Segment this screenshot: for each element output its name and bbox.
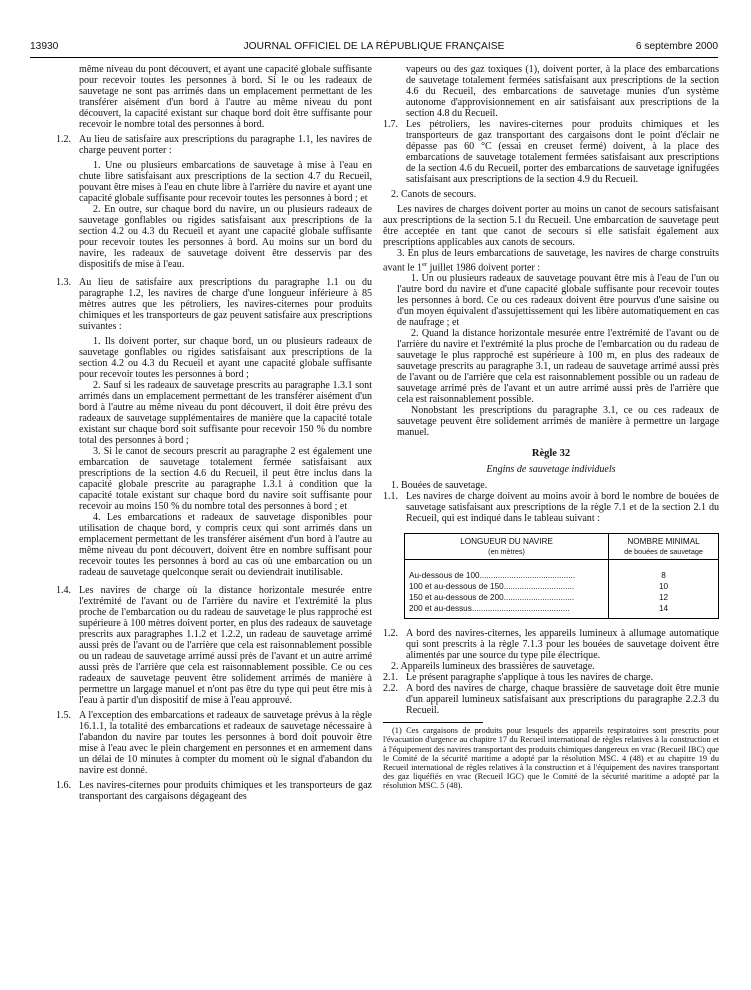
section-1-6: 1.6. Les navires-citernes pour produits chimiques et les transporteurs de gaz transportant des cargaisons dégageant des [56, 780, 372, 802]
table-header: LONGUEUR DU NAVIRE (en mètres) NOMBRE MINIMAL de bouées de sauvetage [405, 534, 719, 560]
section-rule32-1-2: 1.2. A bord des navires-citernes, les appareils lumineux à allumage automatique qui sont prescrits à la règle 7.1.3 pour les bouées de sauvetage doivent être alimentés par une source du type pile électrique. [383, 628, 719, 662]
section-rule32-2-2: 2.2. A bord des navires de charge, chaque brassière de sauvetage doit être munie d'un appareil lumineux satisfaisant aux prescriptions du paragraphe 2.2.3 du Recueil. [383, 683, 719, 717]
section-rule32-1-1: 1.1. Les navires de charge doivent au moins avoir à bord le nombre de bouées de sauvetage satisfaisant aux prescriptions de la règle 7.1 et de la section 2.1 du Recueil, qui est indiqué dans le tableau suivant : [383, 491, 719, 525]
section-1-6-continued: vapeurs ou des gaz toxiques (1), doivent porter, à la place des embarcations de sauvetage totalement fermées satisfaisant aux prescriptions de la section 4.6 du Recueil, des embarcations de sauvetage munies d'un système autonome d'approvisionnement en air satisfaisant aux prescriptions de la section 4.8 du Recueil. [406, 64, 719, 119]
rule-32-title: Règle 32 [531, 448, 571, 460]
right-column [383, 64, 719, 790]
table-row: 200 et au-dessus........................................... 14 [405, 603, 719, 619]
rescue-boats-paragraph: Les navires de charges doivent porter au moins un canot de secours satisfaisant aux prescriptions de la section 5.1 du Recueil. Une embarcation de sauvetage peut être acceptée en tant que canot de secours si elle satisfait également aux prescriptions applicables aux canots de secours. [383, 204, 719, 248]
left-column [56, 64, 372, 802]
heading-rescue-boats: 2. Canots de secours. [391, 189, 477, 200]
publication-date: 6 septembre 2000 [635, 41, 718, 52]
table-row: 150 et au-dessous de 200............................... 12 [405, 592, 719, 603]
section-1-7: 1.7. Les pétroliers, les navires-citernes pour produits chimiques et les transporteurs de gaz transportant des cargaisons dont le point d'éclair ne dépasse pas 60 °C (essai en creuset fermé) doivent, à la place des embarcations de sauvetage totalement fermées satisfaisant aux prescriptions de la section 4.6 du Recueil, porter des embarcations de sauvetage ignifugées satisfaisant aux prescriptions de la section 4.9 du Recueil. [383, 119, 719, 185]
page-number: 13930 [30, 41, 59, 52]
section-1-4: 1.4. Les navires de charge où la distance horizontale mesurée entre l'extrémité de l'avant ou de l'arrière du navire et l'extrémité la plus proche de l'embarcation ou du radeau de sauvetage le plus rapproché est supérieure à 100 mètres doivent porter, en plus des radeaux de sauvetage prescrits aux paragraphes 1.1.2 et 1.2.2, un radeau de sauvetage arrimé aussi près de l'avant ou de l'arrière que cela est raisonnablement possible ou un radeau de sauvetage arrimé aussi près de l'avant et un autre arrimé aussi près de l'arrière que cela est raisonnablement possible. Ce ou ces radeaux de sauvetage peuvent être solidement arrimés de manière à permettre un largage manuel et n'ont pas être du type qui peut être mis à l'eau à partir d'un dispositif de mise à l'eau approuvé. [56, 585, 372, 706]
footnote-rule [383, 722, 483, 723]
footnote: (1) Ces cargaisons de produits pour lesquels des appareils respiratoires sont prescrits pour l'évacuation d'urgence au chapitre 17 du Recueil international de règles relatives à la construction et à l'équipement des navires transportant des produits chimiques dangereux en vrac (Recueil IBC) que le Comité de la sécurité maritime a adopté par la résolution MSC. 4 (48) et au chapitre 19 du Recueil international de règles relatives à la construction et à l'équipement des navires transportant des gaz liquéfiés en vrac (Recueil IGC) que le Comité de la sécurité maritime a adopté par la résolution MSC. 5 (48). [383, 726, 719, 790]
older-ships-paragraph: 3. En plus de leurs embarcations de sauvetage, les navires de charge construits avant le 1er juillet 1986 doivent porter : [383, 248, 719, 274]
lifebuoy-table [404, 533, 719, 619]
older-ships-subitems: 1. Un ou plusieurs radeaux de sauvetage pouvant être mis à l'eau de l'un ou l'autre bord du navire et d'une capacité globale suffisante pour recevoir toutes les personnes à bord. Ce ou ces radeaux doivent être pourvus d'une saisine ou d'un moyen équivalent d'assujettissement qui les libère automatiquement en cas de naufrage ; et 2. Quand la distance horizontale mesurée entre l'extrémité de l'avant ou de l'arrière du navire et l'extrémité la plus proche de l'embarcation ou du radeau de sauvetage le plus rapproché est supérieure à 100 m, en plus des radeaux de sauvetage prescrits au paragraphe 3.1, un radeau de sauvetage arrimé aussi près de l'avant ou de l'arrière que cela est raisonnablement possible ou un radeau de sauvetage arrimé près de l'avant et un autre arrimé aussi près de l'arrière que cela est raisonnablement possible. Nonobstant les prescriptions du paragraphe 3.1, ce ou ces radeaux de sauvetage peuvent être solidement arrimés de manière à permettre un largage manuel. [397, 273, 719, 439]
section-rule32-2-1: 2.1. Le présent paragraphe s'applique à tous les navires de charge. [383, 672, 654, 684]
table-row: 100 et au-dessous de 150............................... 10 [405, 581, 719, 592]
table-row: Au-dessous de 100.......................................... 8 [405, 560, 719, 582]
section-1-2: 1.2. Au lieu de satisfaire aux prescriptions du paragraphe 1.1, les navires de charge peuvent porter : 1. Une ou plusieurs embarcations de sauvetage à mise à l'eau en chute libre satisfaisant aux prescriptions de la section 4.7 du Recueil, pouvant être mises à l'eau en chute libre à l'arrière du navire et ayant une capacité globale suffisante pour recevoir toutes les personnes à bord ; et 2. En outre, sur chaque bord du navire, un ou plusieurs radeaux de sauvetage gonflables ou rigides satisfaisant aux prescriptions de la section 4.2 ou 4.3 du Recueil et ayant une capacité globale suffisante pour recevoir toutes les personnes à bord. Au moins sur un bord du navire, les radeaux de sauvetage doivent être desservis par des dispositifs de mise à l'eau. [56, 134, 372, 270]
page-header [30, 41, 718, 55]
rule-32-subtitle: Engins de sauvetage individuels [486, 464, 616, 476]
intro-paragraph: même niveau du pont découvert, et ayant une capacité globale suffisante pour recevoir toutes les personnes à bord. Si le ou les radeaux de sauvetage ne sont pas arrimés dans un emplacement permettant de les transférer aisément d'un bord à l'autre au même niveau du pont découvert, la capacité existant sur chaque bord doit être suffisante pour recevoir le nombre total des personnes à bord. [79, 64, 372, 130]
header-rule [30, 57, 718, 58]
heading-lifebuoys: 1. Bouées de sauvetage. [391, 480, 488, 492]
heading-lifejacket-lights: 2. Appareils lumineux des brassières de sauvetage. [391, 661, 595, 673]
section-1-5: 1.5. A l'exception des embarcations et radeaux de sauvetage prévus à la règle 16.1.1, la totalité des embarcations et radeaux de sauvetage nécessaire à l'abandon du navire par toutes les personnes à bord doit pouvoir être mise à l'eau avec le plein chargement en personnes et en armement dans un délai de 10 minutes à compter du moment où le signal d'abandon du navire est donné. [56, 710, 372, 776]
section-1-3: 1.3. Au lieu de satisfaire aux prescriptions du paragraphe 1.1 ou du paragraphe 1.2, les navires de charge d'une longueur inférieure à 85 mètres autres que les pétroliers, les navires-citernes pour produits chimiques et les transporteurs de gaz peuvent satisfaire aux prescriptions suivantes : 1. Ils doivent porter, sur chaque bord, un ou plusieurs radeaux de sauvetage gonflables ou rigides satisfaisant aux prescriptions de la section 4.2 ou 4.3 du Recueil et ayant une capacité globale suffisante pour recevoir toutes les personnes à bord ; 2. Sauf si les radeaux de sauvetage prescrits au paragraphe 1.3.1 sont arrimés dans un emplacement permettant de les transférer aisément d'un bord à l'autre au même niveau du pont découvert, il doit être prévu des radeaux de sauvetage supplémentaires de manière que la capacité totale existant sur chaque bord soit suffisante pour recevoir 150 % du nombre total des personnes à bord ; 3. Si le canot de secours prescrit au paragraphe 2 est également une embarcation de sauvetage totalement fermée satisfaisant aux prescriptions de la section 4.6 du Recueil, il peut être inclus dans la capacité globale prescrite au paragraphe 1.3.1 à condition que la capacité totale existant sur chaque bord du navire soit suffisante pour recevoir au moins 150 % du nombre total des personnes à bord ; et 4. Les embarcations et radeaux de sauvetage disponibles pour utilisation de chaque bord, y compris ceux qui sont arrimés dans un emplacement permettant de les transférer aisément d'un bord à l'autre au même niveau du pont découvert, doivent être en nombre suffisant pour recevoir toutes les personnes à bord au cas où une embarcation ou un radeau de sauvetage quelconque serait ou deviendrait inutilisable. [56, 277, 372, 578]
journal-title: JOURNAL OFFICIEL DE LA RÉPUBLIQUE FRANÇAISE [243, 41, 505, 52]
